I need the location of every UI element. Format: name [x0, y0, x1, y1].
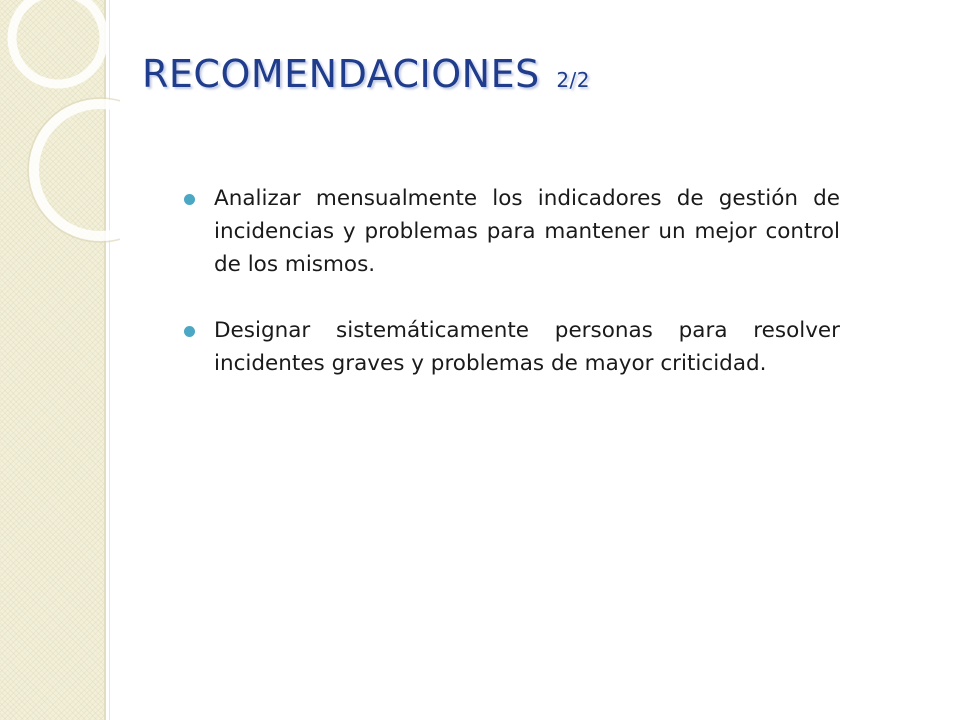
bullet-dot-icon — [184, 194, 195, 205]
bullet-text: Analizar mensualmente los indicadores de gestión de incidencias y problemas para mantener un mejor control de los mismos. — [214, 186, 840, 277]
slide-title-page-indicator: 2/2 — [556, 68, 590, 92]
bullet-dot-icon — [184, 326, 195, 337]
bullet-item — [184, 314, 840, 380]
decorative-circle-top — [12, 0, 104, 84]
decorative-circle-shadow — [28, 98, 120, 242]
slide-title — [142, 52, 902, 96]
slide-title-text: RECOMENDACIONES — [142, 52, 540, 96]
bullet-list — [184, 182, 840, 413]
bullet-text: Designar sistemáticamente personas para resolver incidentes graves y problemas de mayor criticidad. — [214, 318, 840, 376]
bullet-item — [184, 182, 840, 281]
decorative-circles — [0, 0, 120, 260]
decorative-circle-bottom — [34, 104, 120, 236]
